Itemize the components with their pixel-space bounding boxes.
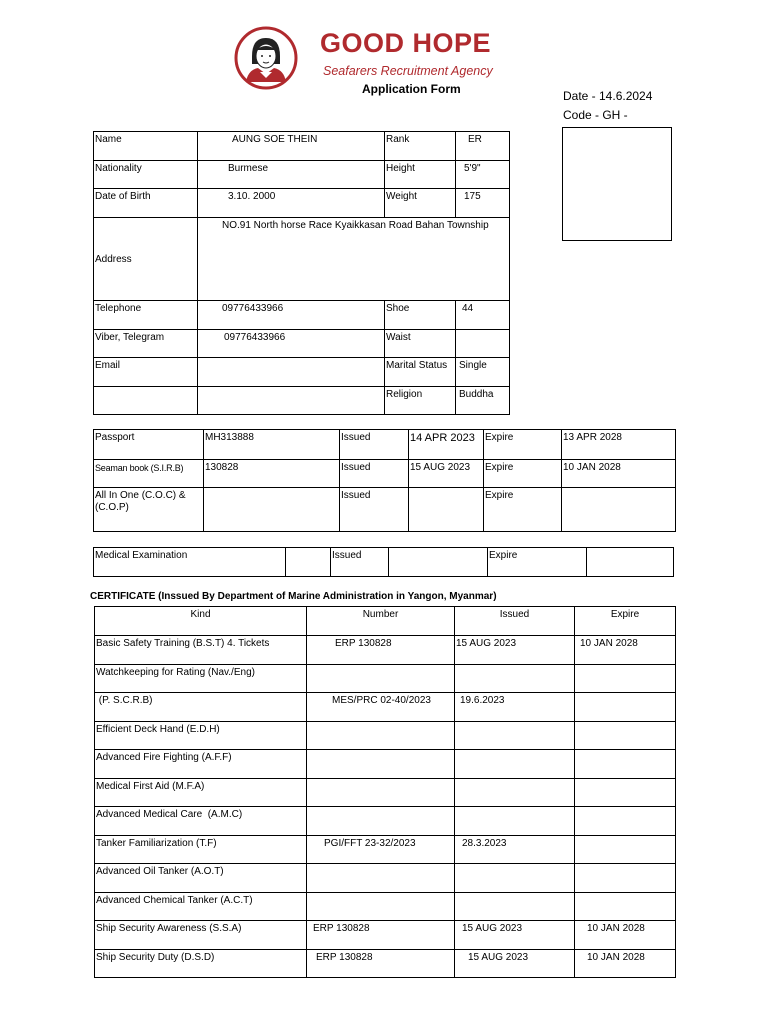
table-row <box>95 665 676 693</box>
cert-expire[interactable] <box>575 693 676 722</box>
table-row <box>95 779 676 807</box>
telephone-label: Telephone <box>94 301 198 330</box>
cert-issued[interactable] <box>455 807 575 836</box>
table-row <box>95 750 676 779</box>
cert-kind: Efficient Deck Hand (E.D.H) <box>95 722 307 750</box>
name-label: Name <box>94 132 198 161</box>
cert-expire[interactable] <box>575 722 676 750</box>
cert-expire[interactable] <box>575 836 676 864</box>
coc-label <box>94 488 204 532</box>
table-row <box>95 893 676 921</box>
seaman-book-issued-label: Issued <box>340 460 409 488</box>
cert-kind: Advanced Oil Tanker (A.O.T) <box>95 864 307 893</box>
email-value[interactable] <box>198 358 385 387</box>
seaman-book-number[interactable]: 130828 <box>204 460 340 488</box>
code-field: Code - GH - <box>563 108 628 122</box>
cert-number[interactable] <box>307 750 455 779</box>
coc-number[interactable] <box>204 488 340 532</box>
cert-kind: Advanced Fire Fighting (A.F.F) <box>95 750 307 779</box>
cert-issued[interactable] <box>455 779 575 807</box>
photo-box[interactable] <box>562 127 672 241</box>
medical-label: Medical Examination <box>94 548 286 577</box>
passport-issued-label: Issued <box>340 430 409 460</box>
cert-expire[interactable] <box>575 779 676 807</box>
cert-issued[interactable]: 15 AUG 2023 <box>455 950 575 978</box>
table-row <box>95 836 676 864</box>
nationality-label: Nationality <box>94 161 198 189</box>
cert-kind: (P. S.C.R.B) <box>95 693 307 722</box>
coc-expire[interactable] <box>562 488 676 532</box>
cert-issued[interactable] <box>455 750 575 779</box>
blank-value[interactable] <box>198 387 385 415</box>
seaman-book-issued[interactable]: 15 AUG 2023 <box>409 460 484 488</box>
dob-value[interactable]: 3.10. 2000 <box>198 189 385 218</box>
telephone-value[interactable]: 09776433966 <box>198 301 385 330</box>
table-row <box>95 807 676 836</box>
medical-issued[interactable] <box>389 548 488 577</box>
cert-number[interactable] <box>307 893 455 921</box>
cert-number[interactable] <box>307 665 455 693</box>
certificates-table <box>94 606 676 978</box>
cert-issued[interactable] <box>455 893 575 921</box>
shoe-value[interactable]: 44 <box>456 301 510 330</box>
cert-issued[interactable]: 15 AUG 2023 <box>455 921 575 950</box>
cert-kind: Advanced Medical Care (A.M.C) <box>95 807 307 836</box>
address-label: Address <box>94 218 198 301</box>
viber-label: Viber, Telegram <box>94 330 198 358</box>
marital-value[interactable]: Single <box>456 358 510 387</box>
cert-expire[interactable] <box>575 893 676 921</box>
cert-number[interactable]: ERP 130828 <box>307 950 455 978</box>
seaman-book-label: Seaman book (S.I.R.B) <box>94 460 204 488</box>
certificate-heading: CERTIFICATE (Inssued By Department of Marine Administration in Yangon, Myanmar) <box>90 591 497 602</box>
cert-expire[interactable]: 10 JAN 2028 <box>575 950 676 978</box>
table-row <box>95 722 676 750</box>
coc-issued-label: Issued <box>340 488 409 532</box>
col-expire: Expire <box>575 607 676 636</box>
coc-expire-label: Expire <box>484 488 562 532</box>
cert-number[interactable]: ERP 130828 <box>307 636 455 665</box>
coc-label-line1: All In One (C.O.C) & <box>95 490 186 501</box>
medical-table <box>93 547 674 577</box>
cert-expire[interactable] <box>575 807 676 836</box>
coc-issued[interactable] <box>409 488 484 532</box>
form-title: Application Form <box>362 82 461 96</box>
waist-label: Waist <box>385 330 456 358</box>
woman-portrait-icon <box>232 26 300 90</box>
personal-details-table <box>93 131 510 415</box>
rank-label: Rank <box>385 132 456 161</box>
table-row <box>95 864 676 893</box>
medical-issued-label: Issued <box>331 548 389 577</box>
cert-kind: Watchkeeping for Rating (Nav./Eng) <box>95 665 307 693</box>
medical-blank[interactable] <box>286 548 331 577</box>
passport-number[interactable]: MH313888 <box>204 430 340 460</box>
cert-issued[interactable] <box>455 864 575 893</box>
viber-value[interactable]: 09776433966 <box>198 330 385 358</box>
col-number: Number <box>307 607 455 636</box>
cert-number[interactable]: MES/PRC 02-40/2023 <box>307 693 455 722</box>
height-label: Height <box>385 161 456 189</box>
cert-number[interactable] <box>307 779 455 807</box>
date-field: Date - 14.6.2024 <box>563 89 653 103</box>
nationality-value[interactable]: Burmese <box>198 161 385 189</box>
cert-expire[interactable]: 10 JAN 2028 <box>575 636 676 665</box>
brand-tagline: Seafarers Recruitment Agency <box>323 64 493 78</box>
cert-issued[interactable] <box>455 722 575 750</box>
medical-expire[interactable] <box>587 548 674 577</box>
cert-expire[interactable] <box>575 864 676 893</box>
seaman-book-expire-label: Expire <box>484 460 562 488</box>
address-value[interactable]: NO.91 North horse Race Kyaikkasan Road Bahan Township <box>198 218 510 301</box>
dob-label: Date of Birth <box>94 189 198 218</box>
cert-kind: Basic Safety Training (B.S.T) 4. Tickets <box>95 636 307 665</box>
rank-value[interactable]: ER <box>456 132 510 161</box>
religion-value[interactable]: Buddha <box>456 387 510 415</box>
cert-issued[interactable] <box>455 665 575 693</box>
cert-expire[interactable]: 10 JAN 2028 <box>575 921 676 950</box>
cert-expire[interactable] <box>575 665 676 693</box>
cert-issued[interactable]: 15 AUG 2023 <box>455 636 575 665</box>
shoe-label: Shoe <box>385 301 456 330</box>
waist-value[interactable] <box>456 330 510 358</box>
cert-kind: Ship Security Duty (D.S.D) <box>95 950 307 978</box>
cert-issued[interactable]: 19.6.2023 <box>455 693 575 722</box>
marital-label: Marital Status <box>385 358 456 387</box>
cert-expire[interactable] <box>575 750 676 779</box>
coc-label-line2: (C.O.P) <box>95 502 129 513</box>
weight-label: Weight <box>385 189 456 218</box>
blank-label <box>94 387 198 415</box>
passport-expire[interactable]: 13 APR 2028 <box>562 430 676 460</box>
brand-name: GOOD HOPE <box>320 28 492 58</box>
cert-number[interactable]: ERP 130828 <box>307 921 455 950</box>
cert-kind: Tanker Familiarization (T.F) <box>95 836 307 864</box>
passport-expire-label: Expire <box>484 430 562 460</box>
medical-expire-label: Expire <box>488 548 587 577</box>
cert-kind: Advanced Chemical Tanker (A.C.T) <box>95 893 307 921</box>
cert-number[interactable]: PGI/FFT 23-32/2023 <box>307 836 455 864</box>
cert-issued[interactable]: 28.3.2023 <box>455 836 575 864</box>
table-row <box>95 921 676 950</box>
table-row <box>95 636 676 665</box>
cert-kind: Medical First Aid (M.F.A) <box>95 779 307 807</box>
documents-table <box>93 429 676 532</box>
col-issued: Issued <box>455 607 575 636</box>
passport-label: Passport <box>94 430 204 460</box>
table-row <box>95 693 676 722</box>
cert-kind: Ship Security Awareness (S.S.A) <box>95 921 307 950</box>
weight-value[interactable]: 175 <box>456 189 510 218</box>
name-value[interactable]: AUNG SOE THEIN <box>198 132 385 161</box>
cert-number[interactable] <box>307 807 455 836</box>
email-label: Email <box>94 358 198 387</box>
religion-label: Religion <box>385 387 456 415</box>
cert-number[interactable] <box>307 722 455 750</box>
seaman-book-expire[interactable]: 10 JAN 2028 <box>562 460 676 488</box>
col-kind: Kind <box>95 607 307 636</box>
height-value[interactable]: 5'9" <box>456 161 510 189</box>
passport-issued[interactable]: 14 APR 2023 <box>409 430 484 460</box>
table-row <box>95 950 676 978</box>
cert-number[interactable] <box>307 864 455 893</box>
